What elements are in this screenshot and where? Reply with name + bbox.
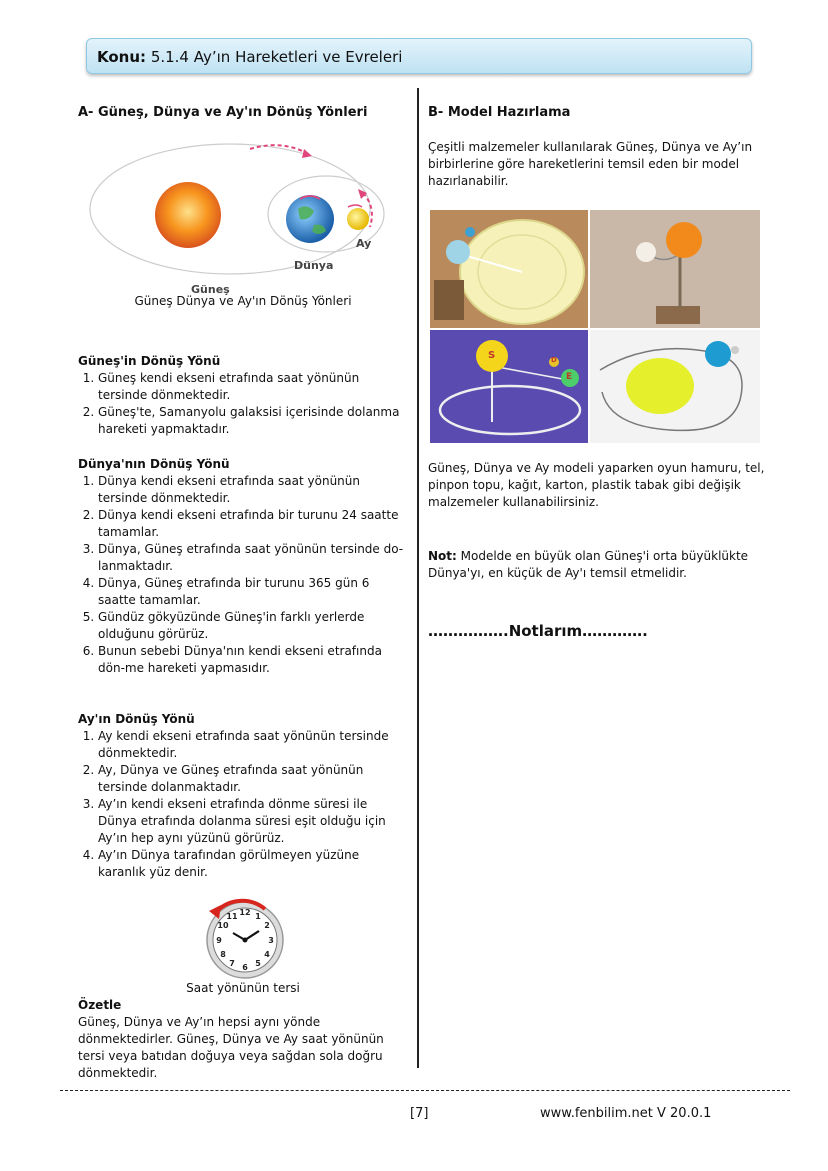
svg-text:12: 12 <box>239 908 251 917</box>
section-a <box>78 104 408 1082</box>
clock-figure <box>78 895 408 986</box>
photo-clay-model <box>590 330 760 443</box>
svg-text:10: 10 <box>217 921 229 930</box>
notes-heading: …………….Notlarım…………. <box>428 622 648 640</box>
column-divider <box>417 88 419 1068</box>
svg-text:7: 7 <box>229 959 235 968</box>
model-intro: Çeşitli malzemeler kullanılarak Güneş, Dünya ve Ay’ın birbirlerine göre hareketlerini temsil eden bir model hazırlanabilir. <box>428 140 753 188</box>
photo-label-e: E <box>566 372 573 382</box>
sun-list <box>78 370 408 438</box>
section-a-title: A- Güneş, Dünya ve Ay'ın Dönüş Yönleri <box>78 105 368 120</box>
footer-site: www.fenbilim.net V 20.0.1 <box>540 1106 712 1121</box>
page-number: [7] <box>410 1106 429 1121</box>
footer-divider <box>60 1090 790 1091</box>
photo-label-d: D <box>551 356 557 364</box>
topic-title: 5.1.4 Ay’ın Hareketleri ve Evreleri <box>150 48 403 66</box>
moon-icon <box>347 208 369 230</box>
summary-heading: Özetle <box>78 998 122 1012</box>
section-b <box>428 104 768 190</box>
section-b-title: B- Model Hazırlama <box>428 105 571 120</box>
clock-icon <box>195 895 291 981</box>
list-item: 1. Güneş kendi ekseni etrafında saat yönünün tersinde dönmektedir. <box>98 370 408 404</box>
earth-label: Dünya <box>294 259 334 272</box>
photo-label-s: S <box>488 350 496 361</box>
rotation-diagram <box>78 127 408 295</box>
moon-heading: Ay'ın Dönüş Yönü <box>78 712 195 726</box>
svg-text:6: 6 <box>242 963 248 972</box>
svg-text:4: 4 <box>264 950 270 959</box>
earth-icon <box>286 195 334 243</box>
svg-text:1: 1 <box>255 912 261 921</box>
svg-text:8: 8 <box>220 950 226 959</box>
svg-text:11: 11 <box>226 912 238 921</box>
list-item: 2. Ay, Dünya ve Güneş etrafında saat yönünün tersinde dolanmaktadır. <box>98 762 408 796</box>
summary-text: Güneş, Dünya ve Ay’ın hepsi aynı yönde dönmektedirler. Güneş, Dünya ve Ay saat yönünün tersi veya batıdan doğuya veya sağdan sola doğru dönmektedir. <box>78 1015 384 1080</box>
list-item: 6. Bunun sebebi Dünya'nın kendi ekseni etrafında dön-me hareketi yapmasıdır. <box>98 643 408 677</box>
topic-header <box>86 38 752 74</box>
svg-text:2: 2 <box>264 921 270 930</box>
photo-wire-model <box>430 330 588 443</box>
list-item: 3. Ay’ın kendi ekseni etrafında dönme süresi ile Dünya etrafında dolanma süresi eşit olduğu için Ay’ın hep aynı yüzünü görürüz. <box>98 796 408 847</box>
note-block <box>428 548 768 582</box>
materials-text: Güneş, Dünya ve Ay modeli yaparken oyun hamuru, tel, pinpon topu, kağıt, karton, plastik tabak gibi değişik malzemeler kullanabilirsiniz. <box>428 461 765 509</box>
list-item: 3. Dünya, Güneş etrafında saat yönünün tersinde do-lanmaktadır. <box>98 541 408 575</box>
photo-stick-model <box>590 210 760 328</box>
sun-heading: Güneş'in Dönüş Yönü <box>78 354 221 368</box>
moon-label: Ay <box>356 237 372 250</box>
list-item: 4. Dünya, Güneş etrafında bir turunu 365 gün 6 saatte tamamlar. <box>98 575 408 609</box>
note-text: Modelde en büyük olan Güneş'i orta büyüklükte Dünya'yı, en küçük de Ay'ı temsil etmelidir. <box>428 549 749 580</box>
svg-text:3: 3 <box>268 936 274 945</box>
note-label: Not: <box>428 549 457 563</box>
clock-caption: Saat yönünün tersi <box>186 981 300 995</box>
sun-icon <box>155 182 221 248</box>
list-item: 1. Ay kendi ekseni etrafında saat yönünün tersinde dönmektedir. <box>98 728 408 762</box>
topic-label: Konu: <box>97 48 147 66</box>
model-photos <box>430 210 760 443</box>
earth-list <box>78 473 408 677</box>
list-item: 2. Dünya kendi ekseni etrafında bir turunu 24 saatte tamamlar. <box>98 507 408 541</box>
rotation-diagram-svg <box>78 127 408 295</box>
list-item: 2. Güneş'te, Samanyolu galaksisi içerisinde dolanma hareketi yapmaktadır. <box>98 404 408 438</box>
svg-text:9: 9 <box>216 936 222 945</box>
list-item: 5. Gündüz gökyüzünde Güneş'in farklı yerlerde olduğunu görürüz. <box>98 609 408 643</box>
diagram-caption: Güneş Dünya ve Ay'ın Dönüş Yönleri <box>134 294 352 308</box>
list-item: 1. Dünya kendi ekseni etrafında saat yönünün tersinde dönmektedir. <box>98 473 408 507</box>
svg-text:5: 5 <box>255 959 261 968</box>
moon-list <box>78 728 408 881</box>
photo-plate-model <box>430 210 588 328</box>
sun-label: Güneş <box>191 283 230 296</box>
list-item: 4. Ay’ın Dünya tarafından görülmeyen yüzüne karanlık yüz denir. <box>98 847 408 881</box>
earth-heading: Dünya'nın Dönüş Yönü <box>78 457 230 471</box>
